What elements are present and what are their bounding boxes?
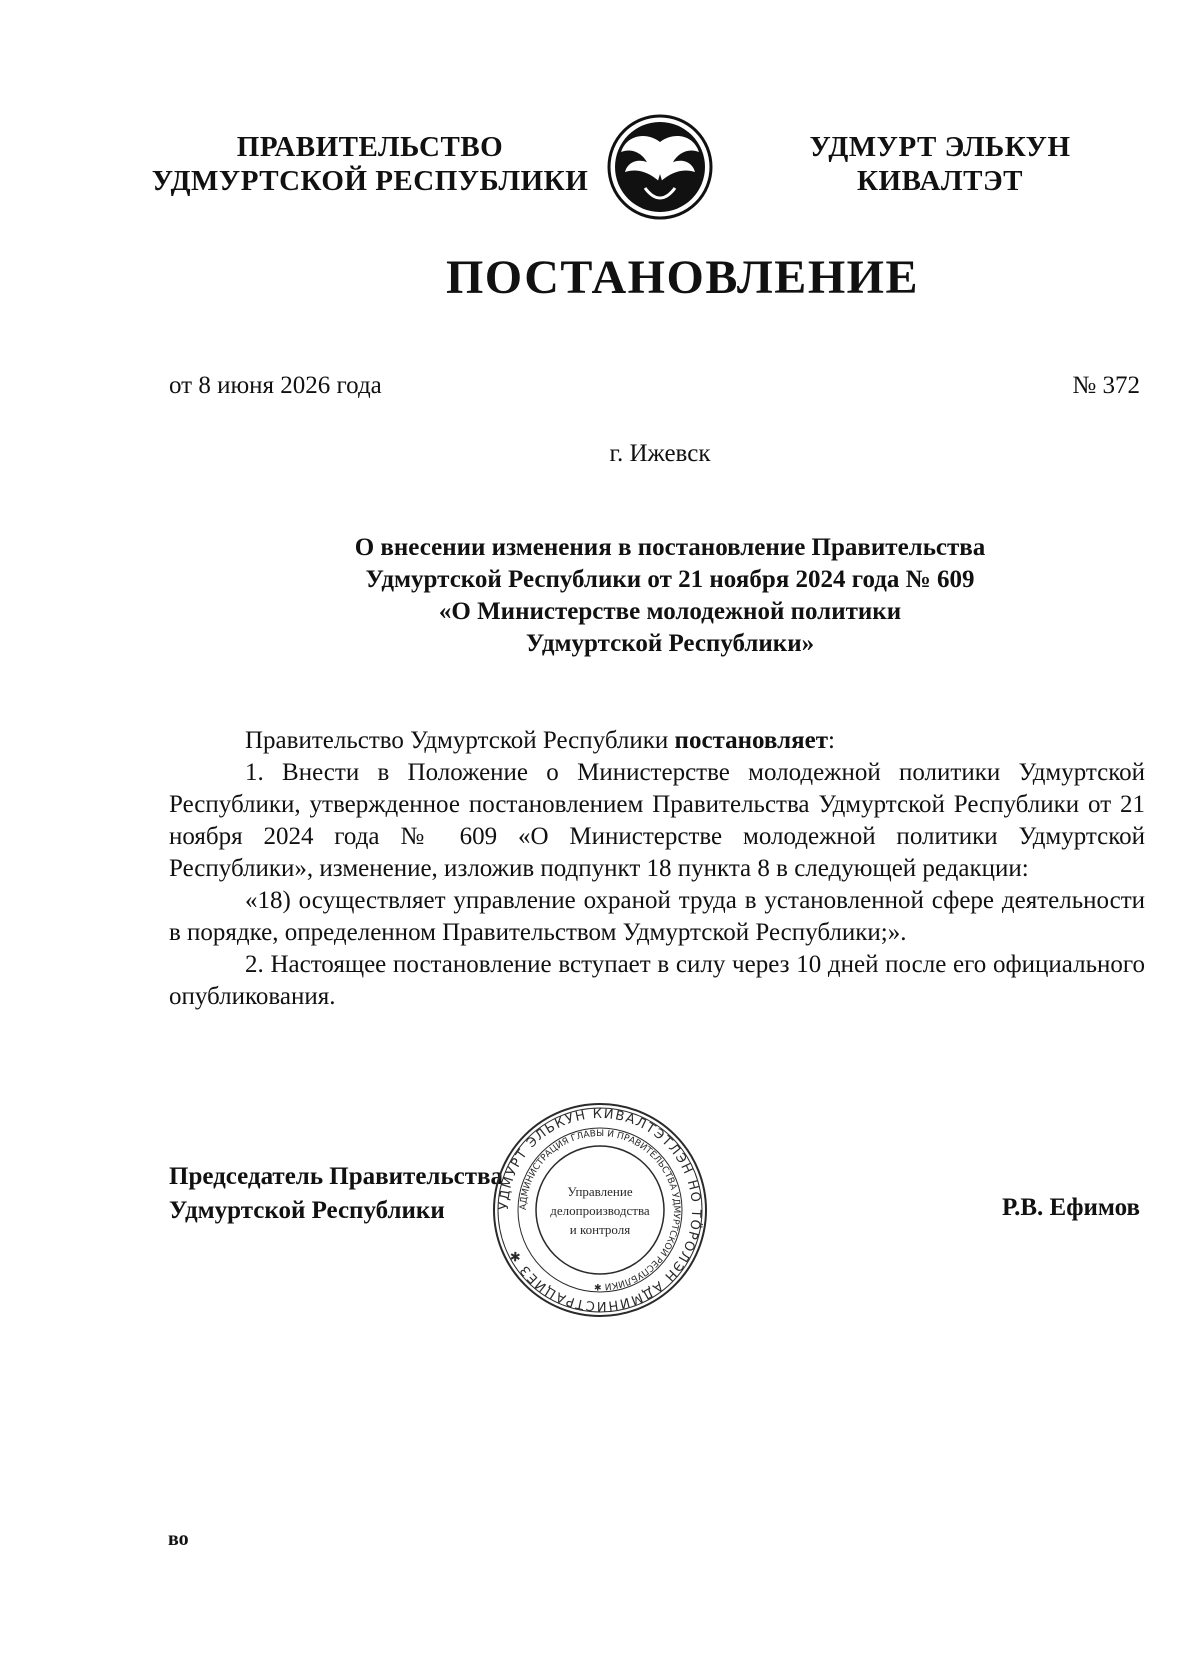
document-body <box>169 725 1145 1013</box>
intro-paragraph <box>169 725 1145 757</box>
item-1-quote-paragraph: «18) осуществляет управление охраной труда в установленной сфере деятельности в порядке, определенном Правительством Удмуртской Республики;». <box>169 887 1145 946</box>
signatory-position-line2: Удмуртской Республики <box>169 1197 445 1224</box>
intro-verb: постановляет <box>674 727 829 754</box>
seal-center-line: и контроля <box>569 1222 631 1237</box>
item-2-paragraph: 2. Настоящее постановление вступает в силу через 10 дней после его официального опубликования. <box>169 951 1145 1010</box>
coat-of-arms-icon <box>605 112 715 222</box>
intro-text: Правительство Удмуртской Республики <box>245 727 675 754</box>
header-right-line2: КИВАЛТЭТ <box>856 165 1023 197</box>
item-1-paragraph: 1. Внести в Положение о Министерстве молодежной политики Удмуртской Республики, утвержденное постановлением Правительства Удмуртской Республики от 21 ноября 2024 года № 609 «О Министерстве молодежной политики Удмуртской Республики», изменение, изложив подпункт 18 пункта 8 в следующей редакции: <box>169 759 1145 882</box>
subject-line: О внесении изменения в постановление Правительства <box>354 534 986 561</box>
seal-center-line: Управление <box>567 1184 633 1199</box>
header-right-line1: УДМУРТ ЭЛЬКУН <box>809 131 1071 163</box>
signatory-name: Р.В. Ефимов <box>1001 1194 1140 1221</box>
header-left-line1: ПРАВИТЕЛЬСТВО <box>236 131 504 163</box>
signatory-position-line1: Председатель Правительства <box>169 1163 504 1190</box>
document-number: № 372 <box>1072 372 1140 399</box>
footer-mark: во <box>168 1528 189 1550</box>
header-left-title <box>150 130 590 198</box>
document-date: от 8 июня 2026 года <box>169 372 382 399</box>
seal-inner-ring-path: АДМИНИСТРАЦИЯ ГЛАВЫ И ПРАВИТЕЛЬСТВА УДМУРТСКОЙ РЕСПУБЛИКИ ✱ <box>518 1128 682 1292</box>
official-seal-icon <box>490 1100 710 1320</box>
intro-colon: : <box>828 727 835 754</box>
subject-line: Удмуртской Республики от 21 ноября 2024 года № 609 <box>365 566 975 593</box>
document-subject <box>270 532 1070 660</box>
subject-line: «О Министерстве молодежной политики <box>438 598 902 625</box>
header-right-title <box>800 130 1080 198</box>
signatory-position <box>169 1160 503 1228</box>
subject-line: Удмуртской Республики» <box>525 630 815 657</box>
document-title: ПОСТАНОВЛЕНИЕ <box>445 251 920 304</box>
seal-center-line: делопроизводства <box>550 1203 650 1218</box>
header-left-line2: УДМУРТСКОЙ РЕСПУБЛИКИ <box>151 165 589 197</box>
document-city: г. Ижевск <box>609 440 711 467</box>
seal-outer-ring-path: УДМУРТ ЭЛЬКУН КИВАЛТЭТЛЭН НО ТӦРОЛЭН АДМИНИСТРАЦИЕЗ ✱ <box>496 1106 704 1314</box>
